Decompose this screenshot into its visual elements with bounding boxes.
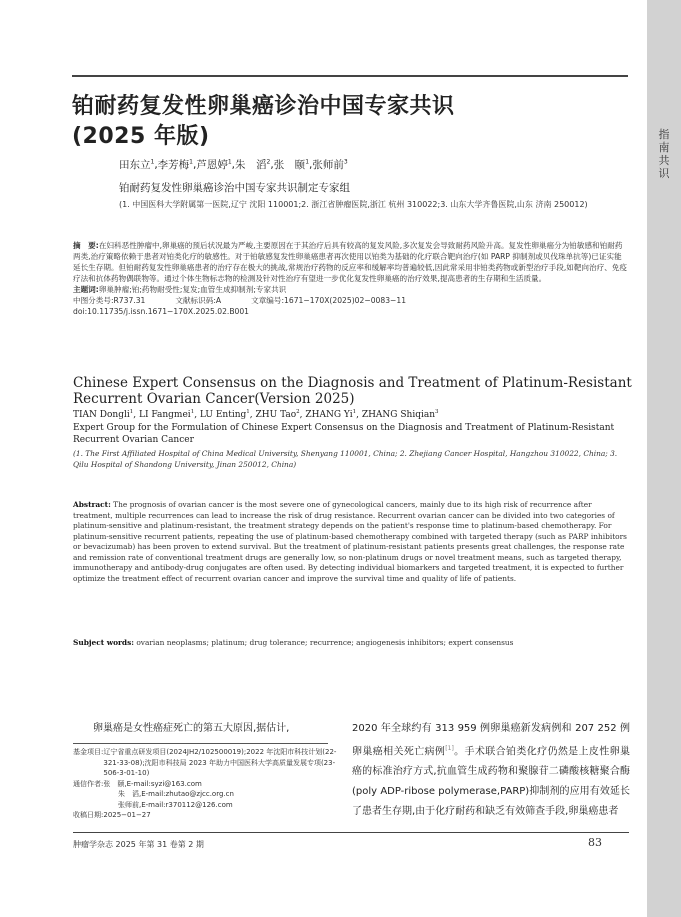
footnote-value: 2025−01−27 [103, 811, 151, 819]
en-author: TIAN Dongli [73, 410, 130, 420]
footnotes [73, 747, 343, 821]
body-right-part2: 。手术联合铂类化疗仍然是上皮性卵巢癌的标准治疗方式,抗血管生成药物和聚腺苷二磷酸核糖聚合酶(poly ADP-ribose polymerase,PARP)抑制剂的应用有效延长了患者生存期,由于化疗耐药和缺乏有效筛查手段,卵巢癌患者 [352, 746, 631, 818]
cn-author: 李芳梅 [157, 159, 190, 171]
footnote-value: 朱 滔,E-mail:zhutao@zjcc.org.cn [118, 790, 234, 798]
author-sup: 2 [266, 158, 271, 166]
footnote-row [73, 747, 343, 779]
en-keywords [73, 638, 629, 649]
clc-number: 中图分类号:R737.31 [73, 296, 146, 305]
footnote-key: 收稿日期: [73, 811, 104, 819]
cn-author: 芦恩婷 [196, 159, 228, 171]
en-author: LU Enting [199, 410, 247, 420]
author-sup: 1 [246, 409, 250, 415]
footnote-key: 基金项目: [73, 748, 104, 756]
author-sup: 1 [129, 409, 134, 415]
en-author: ZHANG Yi [305, 410, 353, 420]
cn-abstract [73, 240, 629, 317]
cn-expert-group: 铂耐药复发性卵巢癌诊治中国专家共识制定专家组 [119, 182, 350, 194]
author-sup: 3 [435, 409, 439, 415]
body-text-right [352, 719, 630, 822]
article-number: 文章编号:1671−170X(2025)02−0083−11 [251, 296, 407, 305]
author-sup: 1 [189, 158, 193, 166]
cn-author: 张 颐 [273, 159, 306, 171]
footnote-row [73, 800, 343, 811]
author-sup: 3 [343, 158, 348, 166]
author-sup: 1 [352, 409, 357, 415]
en-affiliation: (1. The First Affiliated Hospital of China Medical University, Shenyang 110001, China; 2. Zhejiang Cancer Hospital, Hangzhou 310022, China; 3. Qilu Hospital of Shandong University, Jinan 250012, China) [73, 449, 618, 469]
author-sup: 1 [190, 409, 195, 415]
en-author: LI Fangmei [138, 410, 191, 420]
en-abstract [73, 500, 629, 584]
author-sup: 1 [305, 158, 310, 166]
en-author-list: TIAN Dongli$^1$, LI Fangmei$^1$, LU Enting$^1$, ZHU Tao$^2$, ZHANG Yi$^1$, ZHANG Shiqian$^3$ [73, 409, 439, 420]
author-sup: 1 [150, 158, 155, 166]
cn-keywords [73, 284, 629, 295]
doi: doi:10.11735/j.issn.1671−170X.2025.02.B001 [73, 307, 250, 316]
side-tab-text: 指南共识 [658, 128, 670, 180]
en-expert-group: Expert Group for the Formulation of Chinese Expert Consensus on the Diagnosis and Treatment of Platinum-Resistant Recurrent Ovarian Cancer [73, 423, 615, 445]
en-author: ZHANG Shiqian [361, 410, 435, 420]
page-number: 83 [588, 836, 602, 849]
cn-keywords-text: 卵巢肿瘤;铂;药物耐受性;复发;血管生成抑制剂;专家共识 [98, 285, 287, 294]
footnote-value: 辽宁省重点研发项目(2024JH2/102500019);2022 年沈阳市科技计划(22-321-33-08);沈阳市科技局 2023 年助力中国医科大学高质量发展专项(23-506-3-01-10) [103, 748, 337, 777]
footnote-key: 通信作者: [73, 779, 104, 788]
en-keywords-label: Subject words: [73, 638, 134, 647]
side-tab [647, 0, 681, 917]
en-title: Chinese Expert Consensus on the Diagnosis and Treatment of Platinum-Resistant Recurrent Ovarian Cancer(Version 2025) [73, 375, 632, 407]
footnote-rule [73, 743, 328, 744]
cn-author: 张师前 [312, 159, 344, 171]
title-line-1: 铂耐药复发性卵巢癌诊治中国专家共识 [72, 94, 455, 119]
cn-author: 朱 滔 [235, 159, 267, 171]
footnote-value: 张 颐,E-mail:syzi@163.com [103, 779, 202, 788]
cn-affiliation: (1. 中国医科大学附属第一医院,辽宁 沈阳 110001;2. 浙江省肿瘤医院,浙江 杭州 310022;3. 山东大学齐鲁医院,山东 济南 250012) [119, 200, 588, 209]
article-title [72, 92, 632, 152]
footnote-row [73, 789, 343, 800]
footer-rule [73, 832, 629, 833]
cn-abstract-label: 摘 要: [73, 241, 99, 250]
journal-footer: 肿瘤学杂志 2025 年第 31 卷第 2 期 [73, 840, 204, 849]
cn-author-list: 田东立$^1$,李芳梅$^1$,芦恩婷$^1$,朱 滔$^2$,张 颐$^1$,张师前$^3$ [119, 158, 348, 171]
side-tab-label [647, 128, 681, 180]
body-right-part1: 2020 年全球约有 313 959 例卵巢癌新发病例和 207 252 例卵巢癌相关死亡病例 [352, 723, 630, 758]
citation-ref: [1] [445, 745, 454, 752]
cn-abstract-text: 在妇科恶性肿瘤中,卵巢癌的预后状况最为严峻,主要原因在于其治疗后具有较高的复发风险,多次复发会导致耐药风险升高。复发性卵巢癌分为铂敏感和铂耐药两类,治疗策略依赖于患者对铂类化疗的敏感性。对于铂敏感复发性卵巢癌患者再次使用以铂类为基础的化疗联合靶向治疗(如 PARP 抑制剂或贝伐珠单抗等)已证实能延长生存期。但铂耐药复发性卵巢癌患者的治疗存在极大的挑战,常规治疗药物的反应率和缓解率均普遍较低,因此常采用非铂类药物或新型治疗手段,如靶向治疗、免疫疗法和抗体药物偶联物等。通过个体生物标志物的检测及针对性治疗有望进一步优化复发性卵巢癌的治疗效果,提高患者的生存期和生活质量。 [73, 241, 627, 283]
footnote-value: 张师前,E-mail:r370112@126.com [118, 800, 233, 809]
footnote-row [73, 779, 343, 790]
en-abstract-label: Abstract: [73, 500, 111, 509]
author-sup: 2 [296, 409, 300, 415]
en-abstract-text: The prognosis of ovarian cancer is the most severe one of gynecological cancers, mainly due to its high risk of recurrence after treatment, multiple recurrences can lead to increase the risk of drug resistance. Recurrent ovarian cancer can be divided into two categories of platinum-sensitive and platinum-resistant, the treatment strategy depends on the patient's response time to platinum-based chemotherapy. For platinum-sensitive recurrent patients, repeating the use of platinum-based chemotherapy combined with targeted therapy (such as PARP inhibitors or bevacizumab) has been proven to extend survival. But the treatment of platinum-resistant patients presents great challenges, the response rate and remission rate of conventional treatment drugs are generally low, so non-platinum drugs or novel treatment means, such as targeted therapy, immunotherapy and antibody-drug conjugates are often used. By detecting individual biomarkers and targeted treatment, it is expected to further optimize the treatment effect of recurrent ovarian cancer and improve the survival time and quality of life of patients. [73, 500, 627, 583]
cn-classification [73, 295, 629, 306]
header-rule [72, 75, 628, 77]
en-author: ZHU Tao [255, 410, 297, 420]
document-code: 文献标识码:A [175, 296, 222, 305]
cn-author: 田东立 [119, 159, 151, 171]
title-line-2: (2025 年版) [72, 124, 210, 149]
author-sup: 1 [227, 158, 232, 166]
footnote-row [73, 810, 343, 821]
cn-keywords-label: 主题词: [73, 285, 99, 294]
en-keywords-text: ovarian neoplasms; platinum; drug tolerance; recurrence; angiogenesis inhibitors; expert consensus [136, 638, 514, 647]
body-text-left: 卵巢癌是女性癌症死亡的第五大原因,据估计, [93, 723, 290, 734]
